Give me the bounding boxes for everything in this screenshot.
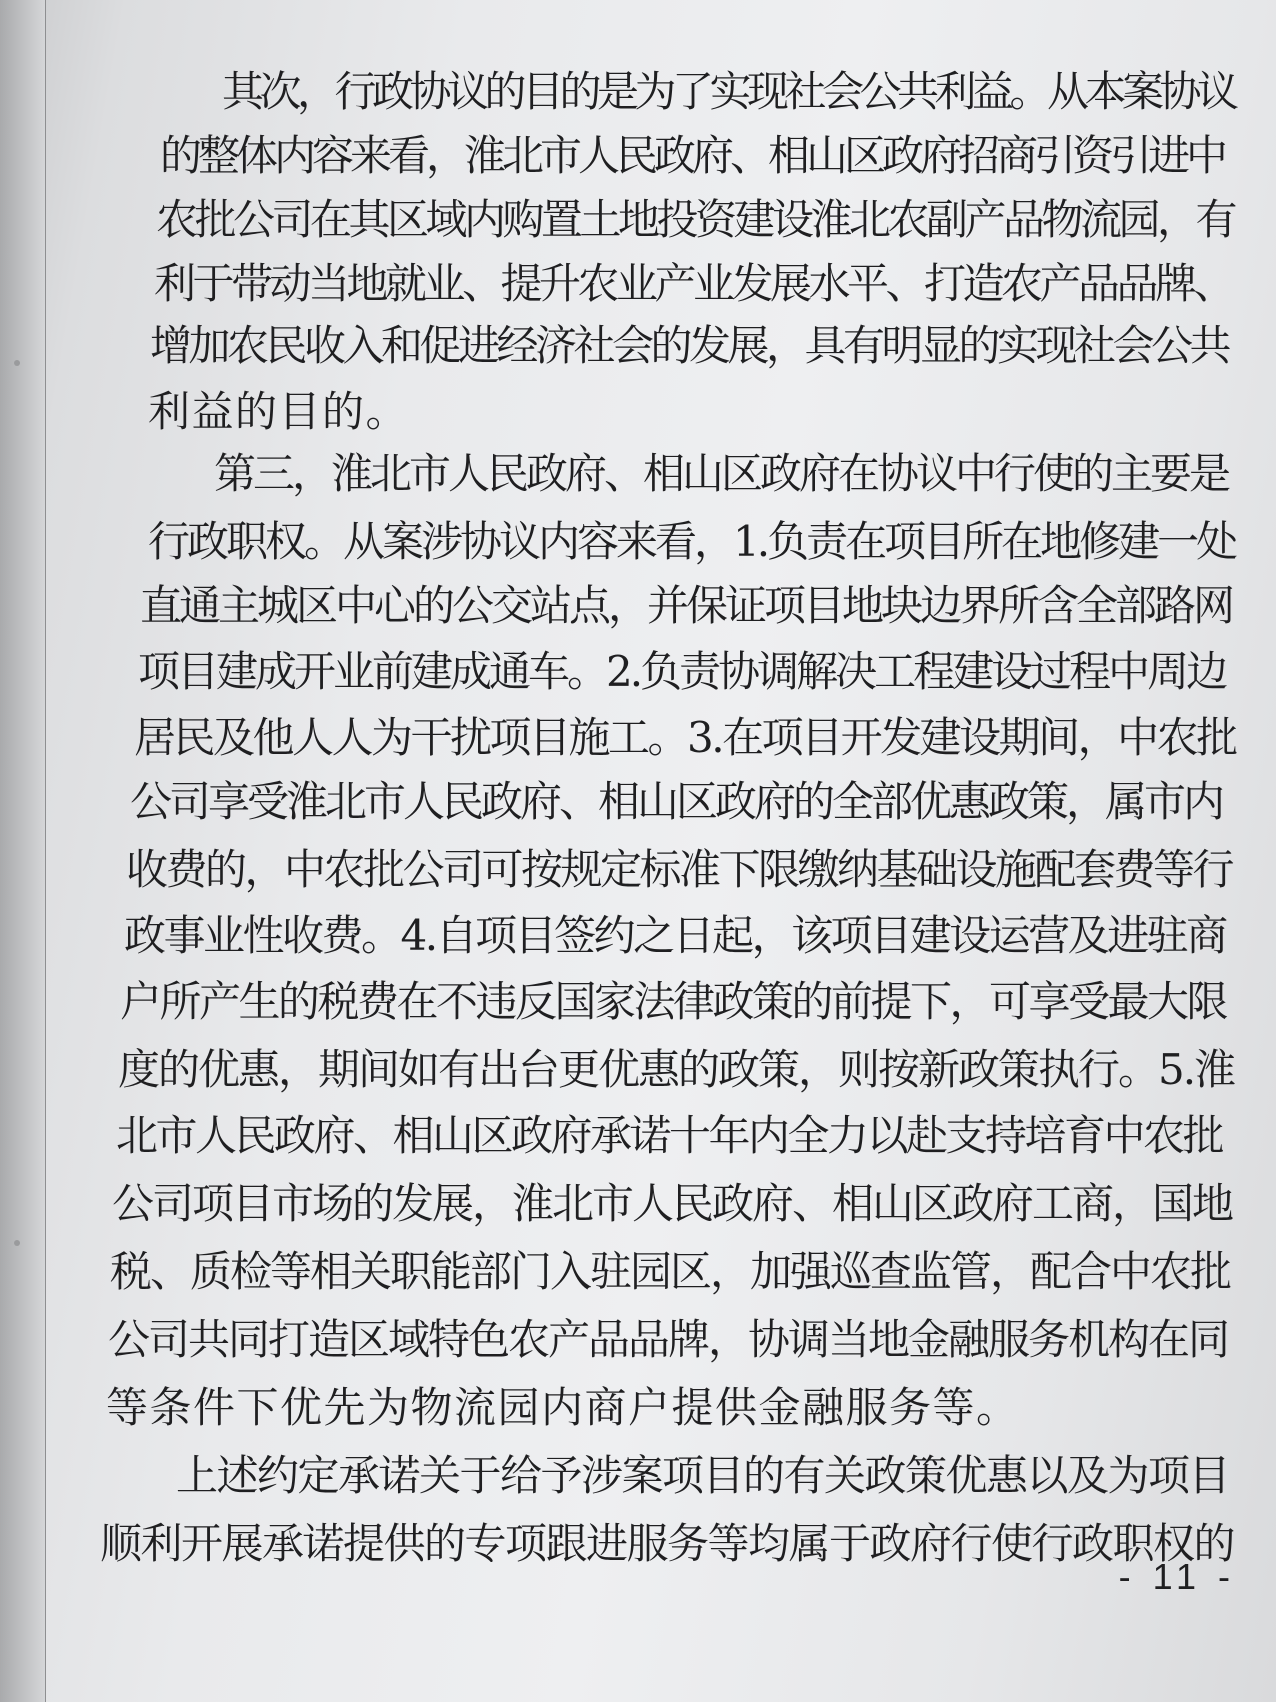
text-line: 第三，淮北市人民政府、相山区政府在协议中行使的主要是: [214, 449, 1229, 498]
text-line: 居民及他人人为干扰项目施工。3.在项目开发建设期间，中农批: [134, 713, 1236, 762]
text-line: 政事业性收费。4.自项目签约之日起，该项目建设运营及进驻商: [124, 911, 1226, 960]
binding-hole: [14, 1240, 20, 1246]
text-line: 增加农民收入和促进经济社会的发展，具有明显的实现社会公共: [150, 321, 1229, 370]
text-line: 税、质检等相关职能部门入驻园区，加强巡查监管，配合中农批: [110, 1247, 1231, 1296]
page-number: - 11 -: [1118, 1556, 1236, 1597]
text-line: 度的优惠，期间如有出台更优惠的政策，则按新政策执行。5.淮: [118, 1045, 1235, 1094]
text-line: 上述约定承诺关于给予涉案项目的有关政策优惠以及为项目: [176, 1451, 1230, 1500]
text-line: 直通主城区中心的公交站点，并保证项目地块边界所含全部路网: [140, 581, 1233, 630]
text-line: 顺利开展承诺提供的专项跟进服务等均属于政府行使行政职权的: [100, 1519, 1235, 1568]
text-line: 公司享受淮北市人民政府、相山区政府的全部优惠政策，属市内: [130, 777, 1223, 826]
text-line: 公司共同打造区域特色农产品品牌，协调当地金融服务机构在同: [108, 1315, 1229, 1364]
text-line: 行政职权。从案涉协议内容来看，1.负责在项目所在地修建一处: [148, 517, 1236, 566]
text-line: 等条件下优先为物流园内商户提供金融服务等。: [106, 1383, 1020, 1432]
text-line: 利益的目的。: [148, 387, 410, 436]
text-line: 户所产生的税费在不违反国家法律政策的前提下，可享受最大限: [120, 977, 1227, 1026]
text-line: 其次，行政协议的目的是为了实现社会公共利益。从本案协议: [222, 67, 1235, 116]
binding-hole: [14, 360, 20, 366]
text-line: 项目建成开业前建成通车。2.负责协调解决工程建设过程中周边: [138, 647, 1226, 696]
text-line: 北市人民政府、相山区政府承诺十年内全力以赴支持培育中农批: [116, 1111, 1223, 1160]
text-line: 利于带动当地就业、提升农业产业发展水平、打造农产品品牌、: [154, 259, 1233, 308]
text-line: 农批公司在其区域内购置土地投资建设淮北农副产品物流园，有: [156, 195, 1235, 244]
text-line: 公司项目市场的发展，淮北市人民政府、相山区政府工商，国地: [112, 1179, 1233, 1228]
text-line: 收费的，中农批公司可按规定标准下限缴纳基础设施配套费等行: [126, 845, 1233, 894]
text-line: 的整体内容来看，淮北市人民政府、相山区政府招商引资引进中: [160, 131, 1225, 180]
binding-edge: [0, 0, 46, 1702]
